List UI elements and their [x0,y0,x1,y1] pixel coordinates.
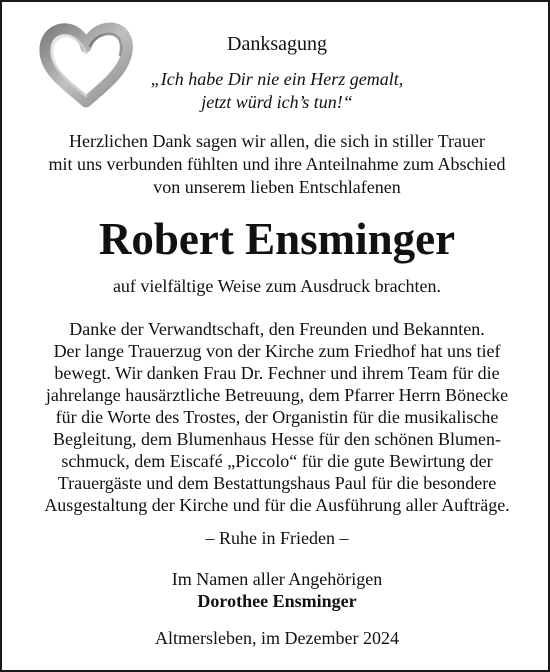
after-name-line: auf vielfältige Weise zum Ausdruck brachten. [112,276,442,296]
thanks-line: Ausgestaltung der Kirche und für die Ausführung aller Aufträge. [44,495,510,515]
thanks-line: Der lange Trauerzug von der Kirche zum Friedhof hat uns tief [53,341,501,361]
quote-line: jetzt würd ich’s tun!“ [201,92,353,112]
thanks-line: für die Worte des Trostes, der Organistin für die musikalische [55,407,499,427]
intro-line: mit uns verbunden fühlten und ihre Anteilnahme zum Abschied [48,154,506,174]
place-date: Altmersleben, im Dezember 2024 [155,628,399,648]
quote [2,68,550,114]
intro-paragraph [2,130,550,199]
thanks-line: Trauergäste und dem Bestattungshaus Paul für die besondere [57,473,497,493]
thanks-line: Danke der Verwandtschaft, den Freunden und Bekannten. [69,319,485,339]
thanks-paragraph [2,318,550,516]
thanks-line: jahrelange hausärztliche Betreuung, dem Pfarrer Herrn Bönecke [45,385,509,405]
signer-name: Dorothee Ensminger [197,591,357,611]
signed-on-behalf: Im Namen aller Angehörigen [171,569,383,589]
thanks-line: Begleitung, dem Blumenhaus Hesse für den schönen Blumen- [53,429,501,449]
thanks-line: bewegt. Wir danken Frau Dr. Fechner und ihrem Team für die [54,363,500,383]
thanks-line: schmuck, dem Eiscafé „Piccolo“ für die gute Bewirtung der [61,451,493,471]
intro-line: von unserem lieben Entschlafenen [153,177,401,197]
farewell: – Ruhe in Frieden – [205,528,349,548]
intro-line: Herzlichen Dank sagen wir allen, die sich in stiller Trauer [69,131,485,151]
heading: Danksagung [227,33,327,55]
quote-line: „Ich habe Dir nie ein Herz gemalt, [150,69,404,89]
deceased-name: Robert Ensminger [98,214,456,264]
